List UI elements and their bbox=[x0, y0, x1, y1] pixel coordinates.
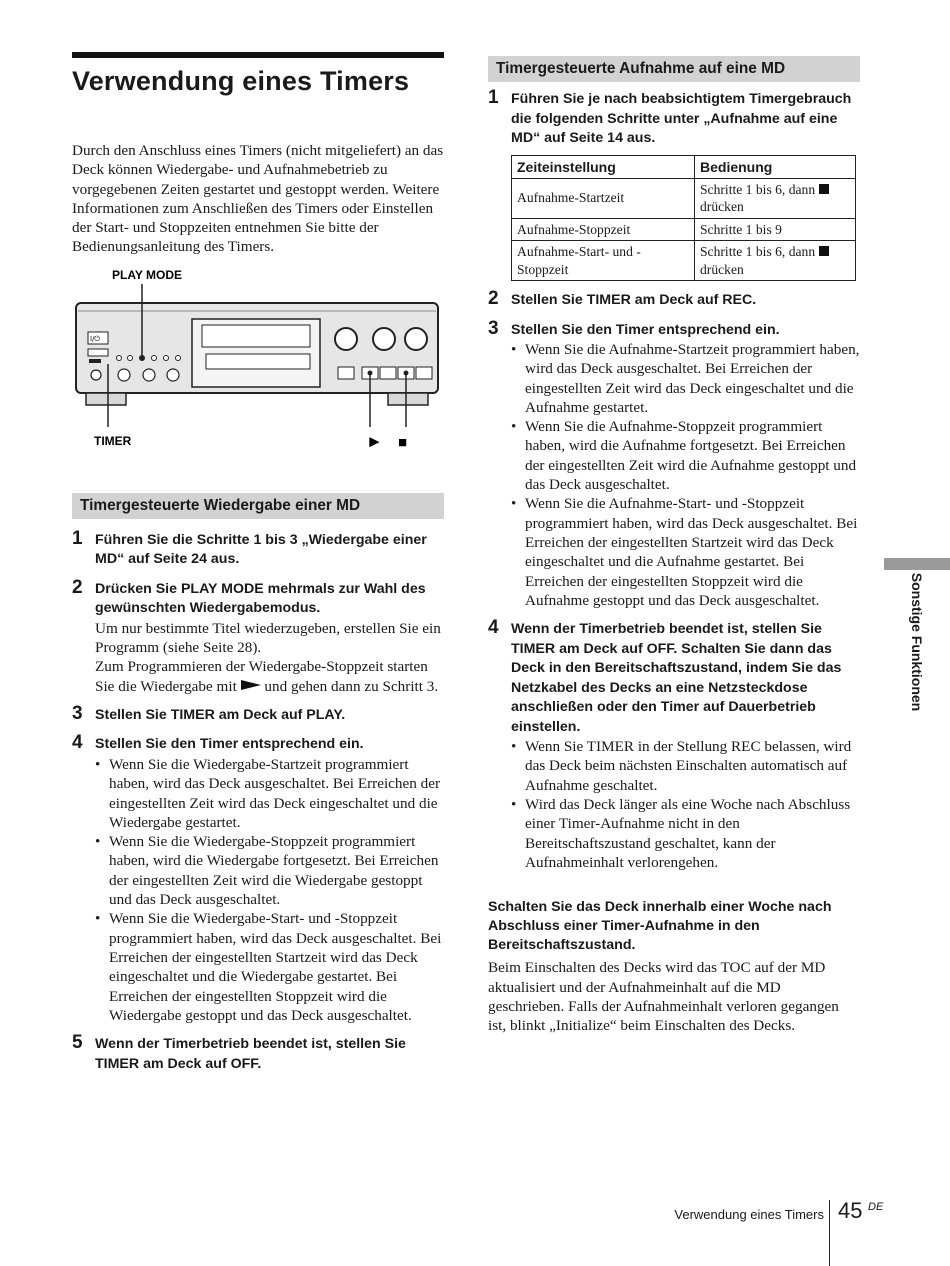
md-deck-illustration bbox=[72, 267, 444, 457]
step-heading: Wenn der Timerbetrieb beendet ist, stellen Sie TIMER am Deck auf OFF. bbox=[95, 1036, 406, 1072]
table-row bbox=[512, 241, 856, 281]
side-tab-label: Sonstige Funktionen bbox=[909, 572, 925, 712]
title-rule bbox=[72, 52, 444, 58]
table-cell: Aufnahme-Startzeit bbox=[512, 178, 695, 218]
table-cell: Schritte 1 bis 9 bbox=[695, 218, 856, 241]
step-heading: Drücken Sie PLAY MODE mehrmals zur Wahl des gewünschten Wiedergabemodus. bbox=[95, 580, 426, 617]
bullet-item: • Wenn Sie TIMER in der Stellung REC belassen, wird das Deck beim nächsten Einschalten automatisch auf Aufnahme geschaltet. bbox=[511, 737, 860, 795]
language-code: DE bbox=[868, 1201, 884, 1213]
step-number: 4 bbox=[488, 617, 499, 639]
label-play-mode: PLAY MODE bbox=[112, 267, 183, 282]
table-cell bbox=[695, 178, 856, 218]
small-button bbox=[117, 355, 122, 360]
deck-foot-right bbox=[388, 393, 428, 405]
play-icon bbox=[241, 680, 261, 690]
small-button bbox=[164, 355, 169, 360]
recording-step-2 bbox=[488, 288, 860, 311]
cell-text: drücken bbox=[700, 261, 744, 277]
deck-foot-left bbox=[86, 393, 126, 405]
step-number: 2 bbox=[488, 288, 499, 309]
small-knob bbox=[118, 369, 130, 381]
label-timer: TIMER bbox=[94, 433, 132, 448]
footer-divider bbox=[829, 1200, 830, 1266]
step-number: 3 bbox=[72, 702, 83, 724]
bullet-item: • Wenn Sie die Wiedergabe-Start- und -Stoppzeit programmiert haben, wird das Deck ausgeschaltet. Bei Erreichen der eingestellten Startzeit wird das Deck eingeschaltet und die Wiedergabe gestartet. Bei Erreichen der eingestellten Stoppzeit wird die Wiedergabe gestoppt und das Deck ausgeschaltet. bbox=[95, 909, 444, 1025]
step-number: 4 bbox=[72, 732, 83, 754]
label-stop-symbol: ■ bbox=[398, 433, 408, 451]
recording-step-1 bbox=[488, 87, 860, 281]
cell-text: drücken bbox=[700, 199, 744, 214]
left-column bbox=[72, 52, 444, 1074]
playback-step-5 bbox=[72, 1032, 444, 1074]
phones-jack bbox=[91, 370, 101, 380]
step-heading: Stellen Sie den Timer entsprechend ein. bbox=[511, 321, 780, 338]
eject-button bbox=[338, 367, 354, 379]
playback-step-2 bbox=[72, 576, 444, 696]
stop-icon bbox=[819, 184, 829, 194]
step-number: 1 bbox=[72, 527, 83, 549]
step-number: 1 bbox=[488, 87, 499, 108]
bullet-item: • Wenn Sie die Aufnahme-Stoppzeit programmiert haben, wird die Aufnahme fortgesetzt. Bei Erreichen der eingestellten Zeit wird die Aufnahme gestoppt und das Deck ausgeschaltet. bbox=[511, 417, 860, 494]
recording-step-3 bbox=[488, 317, 860, 611]
table-header: Bedienung bbox=[695, 155, 856, 178]
playback-step-3 bbox=[72, 702, 444, 726]
cell-text: Schritte 1 bis 6, dann bbox=[700, 244, 816, 259]
step-heading: Führen Sie je nach beabsichtigtem Timergebrauch die folgenden Schritte unter „Aufnahme auf eine MD“ auf Seite 14 aus. bbox=[511, 91, 852, 146]
step-number: 3 bbox=[488, 317, 499, 339]
table-row bbox=[512, 218, 856, 241]
step-heading: Stellen Sie TIMER am Deck auf PLAY. bbox=[95, 706, 346, 723]
bullet-item: • Wenn Sie die Wiedergabe-Stoppzeit programmiert haben, wird die Wiedergabe fortgesetzt. Bei Erreichen der eingestellten Zeit wird die Wiedergabe gestoppt und das Deck ausgeschaltet. bbox=[95, 832, 444, 909]
label-play-symbol: ► bbox=[366, 431, 383, 451]
timer-table bbox=[511, 155, 856, 282]
step-number: 2 bbox=[72, 576, 83, 598]
large-knob bbox=[373, 328, 395, 350]
section-heading-recording: Timergesteuerte Aufnahme auf eine MD bbox=[488, 56, 860, 82]
small-button bbox=[128, 355, 133, 360]
power-label: I/⏻ bbox=[90, 334, 100, 343]
table-cell bbox=[695, 241, 856, 281]
bullet-list bbox=[511, 737, 860, 872]
small-button bbox=[176, 355, 181, 360]
cell-text: Schritte 1 bis 6, dann bbox=[700, 181, 816, 197]
device-figure bbox=[72, 267, 444, 457]
table-cell: Aufnahme-Start- und -Stoppzeit bbox=[512, 241, 695, 281]
playback-step-4 bbox=[72, 732, 444, 1025]
note-heading: Schalten Sie das Deck innerhalb einer Woche nach Abschluss einer Timer-Aufnahme in den Bereitschaftszustand. bbox=[488, 899, 832, 954]
small-button bbox=[152, 355, 157, 360]
step-heading: Wenn der Timerbetrieb beendet ist, stellen Sie TIMER am Deck auf OFF. Schalten Sie dann das Deck in den Bereitschaftszustand, indem Sie das Netzkabel des Decks an eine Netzsteckdose anschließen oder den Timer auf Dauerbetrieb einstellen. bbox=[511, 621, 842, 735]
step-text-part: und gehen dann zu Schritt 3. bbox=[264, 677, 439, 695]
display-window bbox=[202, 325, 310, 347]
recording-step-4 bbox=[488, 617, 860, 872]
record-button bbox=[416, 367, 432, 379]
bullet-item: • Wenn Sie die Aufnahme-Startzeit programmiert haben, wird das Deck ausgeschaltet. Bei Erreichen der eingestellten Zeit wird das Deck eingeschaltet und die Aufnahme gestartet. bbox=[511, 340, 860, 417]
step-text bbox=[95, 657, 444, 696]
bullet-item: • Wenn Sie die Wiedergabe-Startzeit programmiert haben, wird das Deck ausgeschaltet. Bei Erreichen der eingestellten Zeit wird das Deck eingeschaltet und die Wiedergabe gestartet. bbox=[95, 755, 444, 832]
right-column bbox=[488, 56, 860, 1035]
bullet-item: • Wird das Deck länger als eine Woche nach Abschluss einer Timer-Aufnahme nicht in den Bereitschaftszustand geschaltet, kann der Aufnahmeinhalt verlorengehen. bbox=[511, 795, 860, 872]
timer-switch bbox=[89, 359, 101, 363]
step-number: 5 bbox=[72, 1032, 83, 1054]
table-header-row bbox=[512, 155, 856, 178]
small-knob bbox=[167, 369, 179, 381]
bullet-list bbox=[511, 340, 860, 610]
bullet-list bbox=[95, 755, 444, 1025]
note-text: Beim Einschalten des Decks wird das TOC auf der MD aktualisiert und der Aufnahmeinhalt auf die MD geschrieben. Falls der Aufnahmeinhalt verloren gegangen ist, blinkt „Initialize“ beim Einschalten des Decks. bbox=[488, 959, 839, 1035]
side-tab-marker bbox=[884, 558, 950, 570]
stop-icon bbox=[819, 246, 829, 256]
step-text-part: Zum Programmieren der Wiedergabe-Stoppzeit starten Sie die Wiedergabe mit bbox=[95, 658, 428, 695]
small-knob bbox=[143, 369, 155, 381]
disc-slot bbox=[206, 354, 310, 369]
bullet-item: • Wenn Sie die Aufnahme-Start- und -Stoppzeit programmiert haben, wird das Deck ausgeschaltet. Bei Erreichen der eingestellten Startzeit wird das Deck eingeschaltet und die Aufnahme gestartet. Bei Erreichen der eingestellten Stoppzeit wird die Aufnahme gestoppt und das Deck ausgeschaltet. bbox=[511, 494, 860, 610]
table-header: Zeiteinstellung bbox=[512, 155, 695, 178]
table-row bbox=[512, 178, 856, 218]
intro-paragraph: Durch den Anschluss eines Timers (nicht mitgeliefert) an das Deck können Wiedergabe- und Aufnahmebetrieb zu vorgegebenen Zeiten gestartet und gestoppt werden. Weitere Informationen zum Anschließen des Timers oder Einstellen der Start- und Stoppzeiten entnehmen Sie bitte der Bedienungsanleitung des Timers. bbox=[72, 142, 444, 256]
pause-button bbox=[380, 367, 396, 379]
table-cell: Aufnahme-Stoppzeit bbox=[512, 218, 695, 241]
large-knob bbox=[335, 328, 357, 350]
step-text: Um nur bestimmte Titel wiederzugeben, erstellen Sie ein Programm (siehe Seite 28). bbox=[95, 619, 441, 657]
playback-step-1 bbox=[72, 527, 444, 570]
page-title: Verwendung eines Timers bbox=[72, 66, 410, 96]
step-heading: Führen Sie die Schritte 1 bis 3 „Wiedergabe einer MD“ auf Seite 24 aus. bbox=[95, 531, 427, 568]
page-number: 45 bbox=[838, 1198, 863, 1223]
step-heading: Stellen Sie den Timer entsprechend ein. bbox=[95, 736, 364, 753]
footer-section-title: Verwendung eines Timers bbox=[674, 1207, 824, 1222]
section-heading-playback: Timergesteuerte Wiedergabe einer MD bbox=[72, 493, 444, 519]
large-knob bbox=[405, 328, 427, 350]
step-heading: Stellen Sie TIMER am Deck auf REC. bbox=[511, 292, 757, 308]
standby-indicator bbox=[88, 349, 108, 356]
